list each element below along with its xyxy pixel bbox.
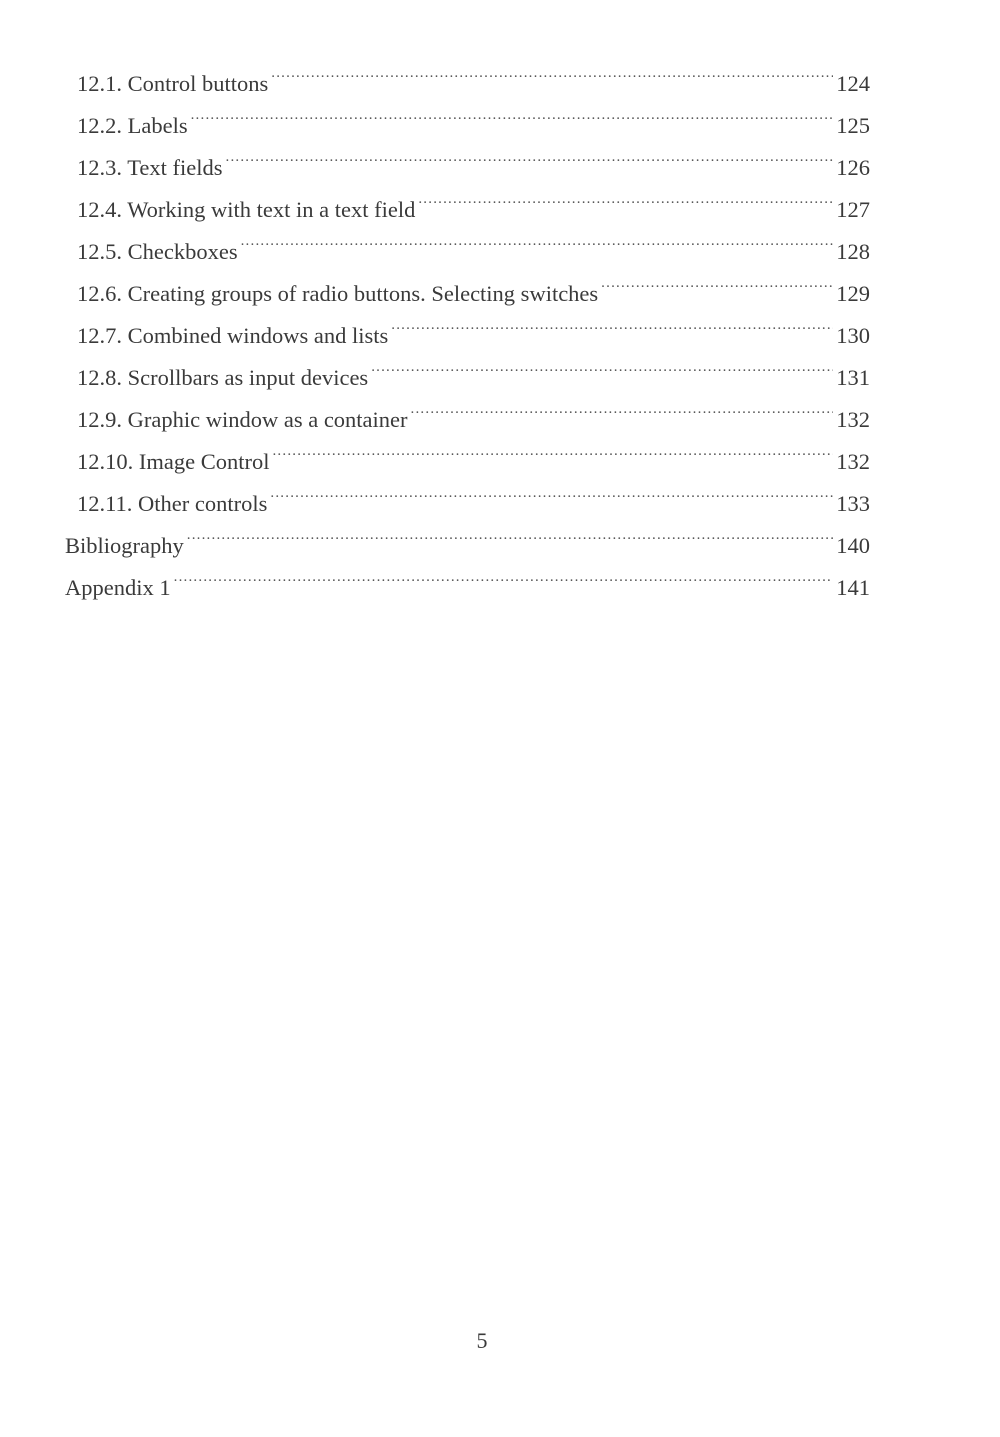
dot-leader [226, 133, 834, 175]
toc-entry[interactable] [77, 385, 870, 432]
toc-entry[interactable] [77, 49, 870, 96]
toc-entry-title: 12.10. Image Control [77, 449, 270, 474]
toc-entry-page: 124 [836, 71, 870, 96]
toc-entry-title: 12.4. Working with text in a text field [77, 197, 416, 222]
dot-leader [272, 427, 833, 469]
toc-entry[interactable] [65, 511, 870, 558]
toc-entry-page: 132 [836, 449, 870, 474]
dot-leader [371, 343, 833, 385]
toc-entry-title: 12.1. Control buttons [77, 71, 269, 96]
toc-entry-title: Bibliography [65, 533, 184, 558]
dot-leader [271, 49, 833, 91]
toc-entry[interactable] [77, 427, 870, 474]
toc-entry-page: 133 [836, 491, 870, 516]
toc-entry-title: 12.2. Labels [77, 113, 188, 138]
toc-entry-title: 12.6. Creating groups of radio buttons. Selecting switches [77, 281, 599, 306]
dot-leader [241, 217, 834, 259]
toc-entry-page: 141 [836, 575, 870, 600]
toc-entry-page: 130 [836, 323, 870, 348]
toc-entry-title: 12.8. Scrollbars as input devices [77, 365, 369, 390]
toc-entry[interactable] [77, 133, 870, 180]
dot-leader [391, 301, 833, 343]
toc-entry-title: 12.5. Checkboxes [77, 239, 238, 264]
toc-entry[interactable] [65, 553, 870, 600]
toc-entry[interactable] [77, 259, 870, 306]
toc-entry[interactable] [77, 217, 870, 264]
toc-entry-page: 127 [836, 197, 870, 222]
toc-entry[interactable] [77, 469, 870, 516]
toc-entry-page: 125 [836, 113, 870, 138]
dot-leader [411, 385, 834, 427]
toc-entry-title: 12.3. Text fields [77, 155, 223, 180]
toc-entry-page: 132 [836, 407, 870, 432]
dot-leader [418, 175, 833, 217]
dot-leader [187, 511, 834, 553]
toc-entry-page: 128 [836, 239, 870, 264]
page-number: 5 [476, 1328, 488, 1353]
toc-entry-title: 12.9. Graphic window as a container [77, 407, 408, 432]
dot-leader [270, 469, 833, 511]
toc-entry[interactable] [77, 301, 870, 348]
toc-entry-title: Appendix 1 [65, 575, 171, 600]
toc-entry-title: 12.7. Combined windows and lists [77, 323, 389, 348]
dot-leader [174, 553, 834, 595]
toc-entry[interactable] [77, 343, 870, 390]
dot-leader [601, 259, 833, 301]
table-of-contents [0, 49, 1000, 600]
toc-entry-page: 129 [836, 281, 870, 306]
toc-entry-page: 131 [836, 365, 870, 390]
toc-entry[interactable] [77, 175, 870, 222]
dot-leader [191, 91, 834, 133]
toc-entry-page: 126 [836, 155, 870, 180]
toc-entry-page: 140 [836, 533, 870, 558]
toc-entry-title: 12.11. Other controls [77, 491, 268, 516]
toc-entry[interactable] [77, 91, 870, 138]
